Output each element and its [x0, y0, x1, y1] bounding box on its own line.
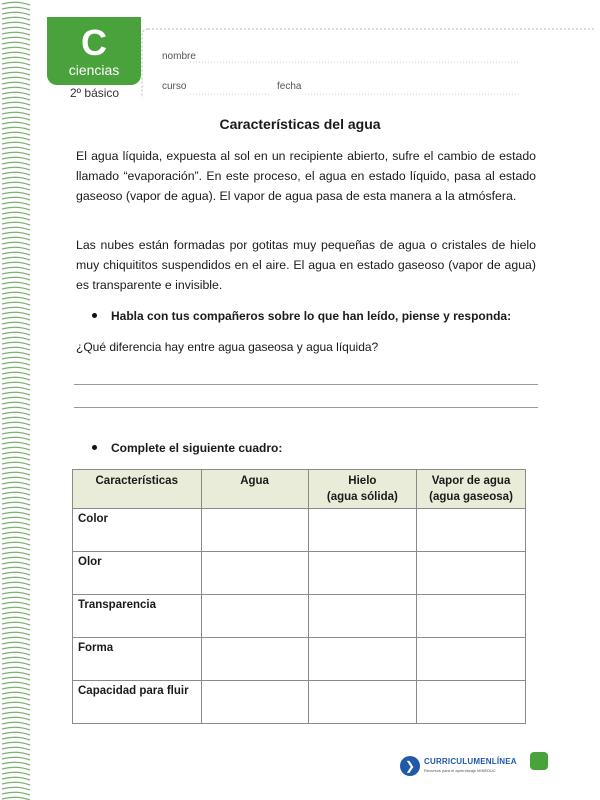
header-characteristics — [73, 470, 202, 509]
brand-name: CURRICULUMENLÍNEA — [424, 757, 517, 766]
instruction-table — [92, 441, 282, 455]
header-vapor — [417, 470, 526, 509]
cell-ice-color[interactable] — [308, 509, 416, 552]
page-marker — [530, 752, 548, 770]
subject-logo — [47, 17, 141, 85]
bullet-dot — [92, 313, 97, 318]
bullet-dot — [92, 445, 97, 450]
instruction-discuss-text: Habla con tus compañeros sobre lo que han leído, piense y responda: — [111, 309, 512, 323]
table-row — [73, 595, 526, 638]
paragraph-evaporation: El agua líquida, expuesta al sol en un recipiente abierto, sufre el cambio de estado llamado “evaporación”. En este proceso, el agua en estado líquido, pasa al estado gaseoso (vapor de agua). El vapor de agua pasa de esta manera a la atmósfera. — [76, 149, 536, 203]
characteristics-table — [72, 469, 526, 724]
cell-vapor-shape[interactable] — [417, 638, 526, 681]
cell-water-shape[interactable] — [201, 638, 308, 681]
paragraph-clouds: Las nubes están formadas por gotitas muy pequeñas de agua o cristales de hielo muy chiquititos suspendidos en el aire. El agua en estado gaseoso (vapor de agua) es transparente e invisible. — [76, 238, 536, 292]
logo-letter: C — [81, 22, 107, 63]
cell-vapor-smell[interactable] — [417, 552, 526, 595]
header-subline: (agua sólida) — [326, 491, 398, 503]
cell-vapor-transparency[interactable] — [417, 595, 526, 638]
row-label-color: Color — [73, 509, 202, 552]
header-subline: (agua gaseosa) — [429, 491, 513, 503]
curriculum-logo — [400, 755, 517, 779]
chevron-right-icon: ❯ — [400, 756, 420, 776]
date-field-label: fecha — [277, 81, 302, 92]
name-field-label: nombre — [162, 51, 196, 62]
header-line: Hielo — [348, 475, 377, 487]
row-label-shape: Forma — [73, 638, 202, 681]
table-row — [73, 681, 526, 724]
cell-water-transparency[interactable] — [201, 595, 308, 638]
brand-subtitle: Recursos para el aprendizaje MINEDUC — [424, 768, 496, 773]
row-label-flow: Capacidad para fluir — [73, 681, 202, 724]
header-line: Características — [95, 475, 178, 487]
table-row — [73, 552, 526, 595]
row-label-smell: Olor — [73, 552, 202, 595]
answer-line-1[interactable] — [74, 384, 538, 385]
page-title: Características del agua — [219, 116, 381, 132]
cell-ice-smell[interactable] — [308, 552, 416, 595]
question-text: ¿Qué diferencia hay entre agua gaseosa y agua líquida? — [76, 340, 379, 354]
cell-water-flow[interactable] — [201, 681, 308, 724]
table-header-row — [73, 470, 526, 509]
cell-water-smell[interactable] — [201, 552, 308, 595]
instruction-discuss — [92, 309, 511, 323]
header-water — [201, 470, 308, 509]
instruction-table-text: Complete el siguiente cuadro: — [111, 441, 283, 455]
header-line: Agua — [240, 475, 269, 487]
table-row — [73, 638, 526, 681]
cell-ice-transparency[interactable] — [308, 595, 416, 638]
header-ice — [308, 470, 416, 509]
subject-label: ciencias — [68, 62, 120, 78]
table-row — [73, 509, 526, 552]
answer-line-2[interactable] — [74, 407, 538, 408]
cell-ice-shape[interactable] — [308, 638, 416, 681]
cell-vapor-flow[interactable] — [417, 681, 526, 724]
grade-label: 2º básico — [70, 86, 120, 100]
header-line: Vapor de agua — [431, 475, 511, 487]
cell-vapor-color[interactable] — [417, 509, 526, 552]
row-label-transparency: Transparencia — [73, 595, 202, 638]
cell-water-color[interactable] — [201, 509, 308, 552]
cell-ice-flow[interactable] — [308, 681, 416, 724]
course-field-label: curso — [162, 81, 187, 92]
